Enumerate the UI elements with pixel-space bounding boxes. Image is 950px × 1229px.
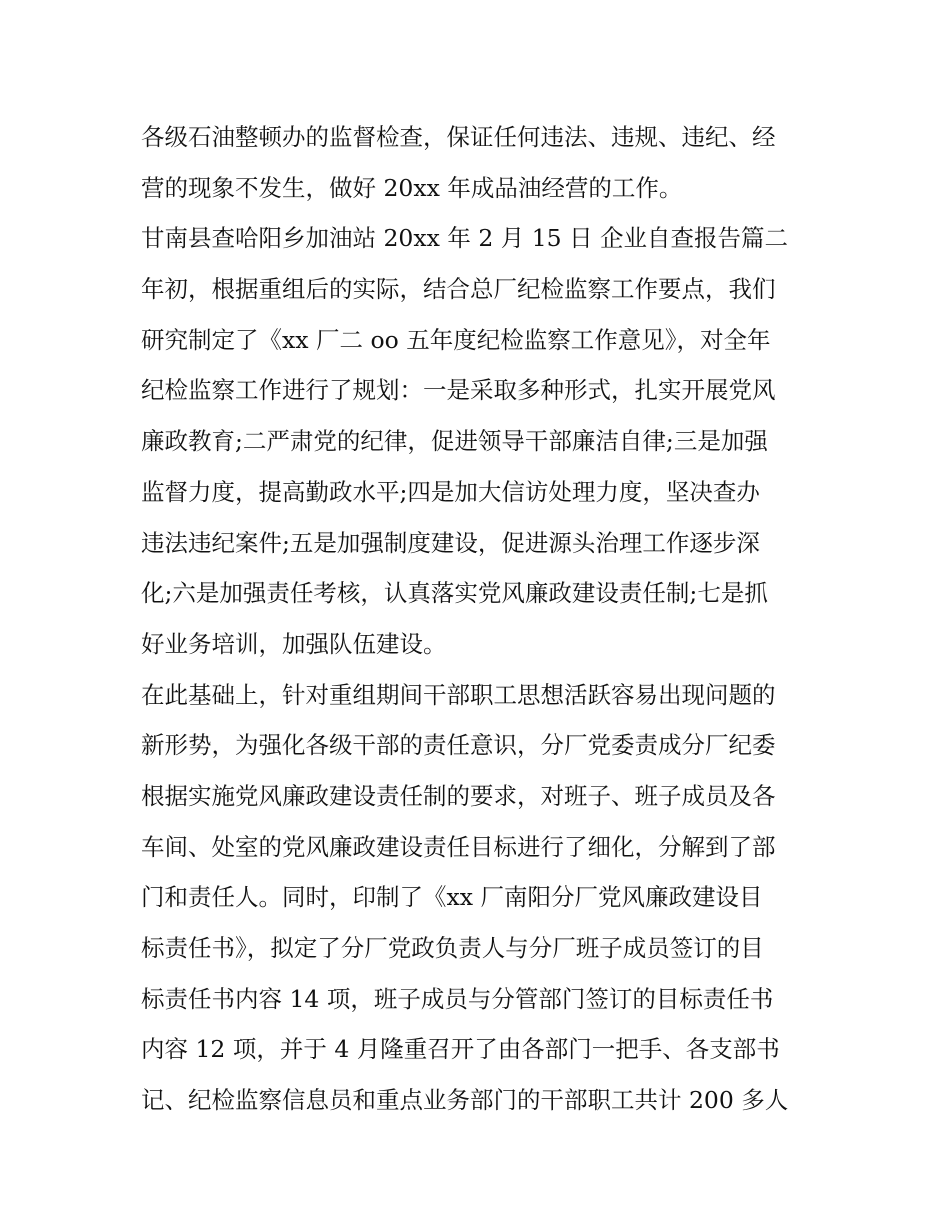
text-line: 监督力度，提高勤政水平;四是加大信访处理力度，坚决查办 bbox=[141, 477, 760, 506]
text-line: 研究制定了《xx 厂二 oo 五年度纪检监察工作意见》，对全年 bbox=[141, 325, 771, 354]
text-line: 年初，根据重组后的实际，结合总厂纪检监察工作要点，我们 bbox=[141, 275, 776, 304]
text-line: 门和责任人。同时，印制了《xx 厂南阳分厂党风廉政建设目 bbox=[141, 883, 763, 912]
text-line: 标责任书内容 14 项，班子成员与分管部门签订的目标责任书 bbox=[141, 984, 774, 1013]
text-line: 根据实施党风廉政建设责任制的要求，对班子、班子成员及各 bbox=[141, 781, 776, 810]
text-line: 好业务培训，加强队伍建设。 bbox=[141, 629, 447, 658]
text-line: 标责任书》，拟定了分厂党政负责人与分厂班子成员签订的目 bbox=[141, 934, 764, 962]
text-line: 甘南县查哈阳乡加油站 20xx 年 2 月 15 日 企业自查报告篇二 bbox=[141, 224, 789, 253]
text-line: 记、纪检监察信息员和重点业务部门的干部职工共计 200 多人 bbox=[141, 1086, 789, 1115]
text-line: 各级石油整顿办的监督检查，保证任何违法、违规、违纪、经 bbox=[141, 123, 776, 151]
text-line: 违法违纪案件;五是加强制度建设，促进源头治理工作逐步深 bbox=[141, 528, 760, 557]
text-line: 在此基础上，针对重组期间干部职工思想活跃容易出现问题的 bbox=[141, 680, 776, 709]
document-body bbox=[141, 112, 821, 1126]
text-line: 化;六是加强责任考核，认真落实党风廉政建设责任制;七是抓 bbox=[141, 579, 768, 608]
text-line: 新形势，为强化各级干部的责任意识，分厂党委责成分厂纪委 bbox=[141, 731, 776, 760]
text-line: 廉政教育;二严肃党的纪律，促进领导干部廉洁自律;三是加强 bbox=[141, 427, 768, 456]
text-line: 营的现象不发生，做好 20xx 年成品油经营的工作。 bbox=[141, 173, 683, 202]
text-line: 内容 12 项，并于 4 月隆重召开了由各部门一把手、各支部书 bbox=[141, 1035, 780, 1064]
text-line: 纪检监察工作进行了规划：一是采取多种形式，扎实开展党风 bbox=[141, 376, 776, 405]
text-line: 车间、处室的党风廉政建设责任目标进行了细化，分解到了部 bbox=[141, 832, 776, 861]
